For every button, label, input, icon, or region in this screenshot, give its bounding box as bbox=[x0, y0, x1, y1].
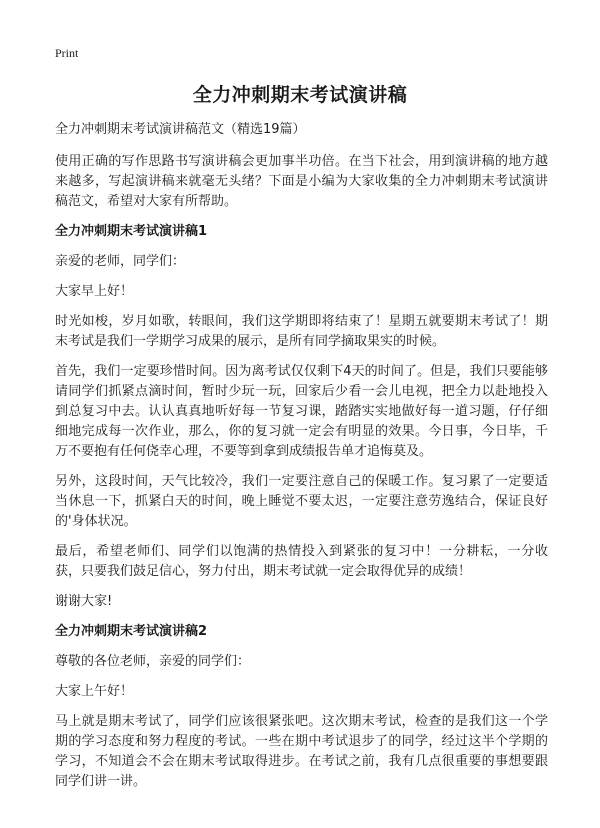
print-link[interactable]: Print bbox=[55, 46, 79, 60]
closing: 谢谢大家! bbox=[55, 594, 113, 609]
page-title: 全力冲刺期末考试演讲稿 bbox=[192, 84, 408, 106]
paragraph: 另外，这段时间，天气比较冷，我们一定要注意自己的保暖工作。复习累了一定要适当休息一下，抓紧白天的时间，晚上睡觉不要太迟，一定要注意劳逸结合，保证良好的'身体状况。 bbox=[55, 474, 548, 529]
paragraph: 时光如梭，岁月如歌，转眼间，我们这学期即将结束了！星期五就要期末考试了！期末考试是我们一学期学习成果的展示，是所有同学摘取果实的时候。 bbox=[55, 314, 548, 349]
document-subtitle: 全力冲刺期末考试演讲稿范文（精选19篇） bbox=[55, 122, 306, 137]
intro-paragraph: 使用正确的写作思路书写演讲稿会更加事半功倍。在当下社会，用到演讲稿的地方越来越多，写起演讲稿来就毫无头绪？下面是小编为大家收集的全力冲刺期末考试演讲稿范文，希望对大家有所帮助。 bbox=[55, 154, 548, 209]
section-heading-1: 全力冲刺期末考试演讲稿1 bbox=[55, 224, 208, 239]
salutation: 亲爱的老师，同学们： bbox=[55, 254, 186, 269]
greeting: 大家早上好！ bbox=[55, 284, 134, 299]
document-body bbox=[55, 120, 548, 802]
paragraph: 马上就是期末考试了，同学们应该很紧张吧。这次期末考试，检查的是我们这一个学期的学习态度和努力程度的考试。一些在期中考试退步了的同学，经过这半个学期的学习，不知道会不会在期末考试取得进步。在考试之前，我有几点很重要的事想要跟同学们讲一讲。 bbox=[55, 714, 548, 789]
paragraph: 首先，我们一定要珍惜时间。因为离考试仅仅剩下4天的时间了。但是，我们只要能够请同学们抓紧点滴时间，暂时少玩一玩，回家后少看一会儿电视，把全力以赴地投入到总复习中去。认认真真地听好每一节复习课，踏踏实实地做好每一道习题，仔仔细细地完成每一次作业，那么，你的复习就一定会有明显的效果。今日事，今日毕，千万不要抱有任何侥幸心理，不要等到拿到成绩报告单才追悔莫及。 bbox=[55, 364, 548, 459]
section-heading-2: 全力冲刺期末考试演讲稿2 bbox=[55, 624, 208, 639]
paragraph: 最后，希望老师们、同学们以饱满的热情投入到紧张的复习中！一分耕耘，一分收获，只要我们鼓足信心，努力付出，期末考试就一定会取得优异的成绩！ bbox=[55, 544, 548, 579]
salutation: 尊敬的各位老师，亲爱的同学们： bbox=[55, 654, 251, 669]
greeting: 大家上午好！ bbox=[55, 684, 134, 699]
